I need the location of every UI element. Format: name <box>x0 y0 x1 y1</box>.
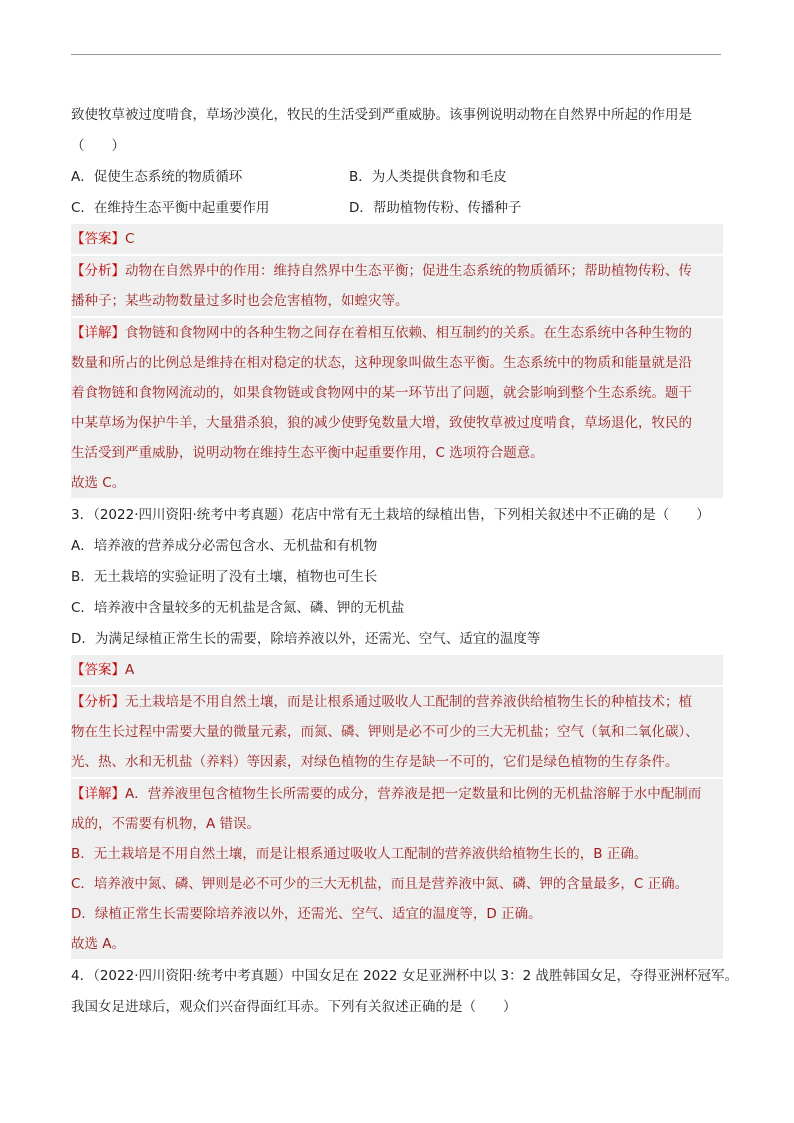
q2-analysis-line-1: 动物在自然界中的作用：维持自然界中生态平衡；促进生态系统的物质循环；帮助植物传粉、传 <box>125 263 692 279</box>
q2-answer-block <box>71 224 723 254</box>
q2-detail-block <box>71 318 723 498</box>
header-rule <box>71 54 721 55</box>
q2-analysis-block <box>71 256 723 316</box>
q2-option-b: B．为人类提供食物和毛皮 <box>349 169 507 185</box>
q3-detail-tag: 【详解】 <box>71 786 125 802</box>
q3-option-b: B．无土栽培的实验证明了没有土壤，植物也可生长 <box>71 569 378 585</box>
q2-answer-value: C <box>125 231 135 247</box>
question-4 <box>71 961 738 1023</box>
q2-detail-line-1: 食物链和食物网中的各种生物之间存在着相互依赖、相互制约的关系。在生态系统中各种生物的 <box>125 325 692 341</box>
q3-option-c: C．培养液中含量较多的无机盐是含氮、磷、钾的无机盐 <box>71 600 405 616</box>
q3-detail-line-5: D．绿植正常生长需要除培养液以外，还需光、空气、适宜的温度等，D 正确。 <box>71 906 542 922</box>
q2-options-row-1 <box>71 162 723 193</box>
q3-detail-block <box>71 779 723 959</box>
q2-detail-line-2: 数量和所占的比例总是维持在相对稳定的状态，这种现象叫做生态平衡。生态系统中的物质和能量就是沿 <box>71 355 692 371</box>
q2-analysis-tag: 【分析】 <box>71 263 125 279</box>
q3-option-a: A．培养液的营养成分必需包含水、无机盐和有机物 <box>71 538 378 554</box>
q2-stem-line-2: （ ） <box>71 138 125 154</box>
q2-detail-line-4: 中某草场为保护牛羊，大量猎杀狼，狼的减少使野兔数量大增，致使牧草被过度啃食，草场退化，牧民的 <box>71 415 692 431</box>
q3-analysis-block <box>71 687 723 777</box>
q3-analysis-tag: 【分析】 <box>71 694 125 710</box>
q2-option-c: C．在维持生态平衡中起重要作用 <box>71 200 270 216</box>
q2-stem-line-1: 致使牧草被过度啃食，草场沙漠化，牧民的生活受到严重威胁。该事例说明动物在自然界中所起的作用是 <box>71 107 692 123</box>
q2-options-row-2 <box>71 193 723 224</box>
q4-stem-line-1: 4．（2022·四川资阳·统考中考真题）中国女足在 2022 女足亚洲杯中以 3：2 战胜韩国女足，夺得亚洲杯冠军。 <box>71 968 738 984</box>
q3-analysis-line-2: 物在生长过程中需要大量的微量元素，而氮、磷、钾则是必不可少的三大无机盐；空气（氧和二氧化碳）、 <box>71 724 699 740</box>
q3-option-d: D．为满足绿植正常生长的需要，除培养液以外，还需光、空气、适宜的温度等 <box>71 631 541 647</box>
question-3 <box>71 500 723 959</box>
q3-analysis-line-1: 无土栽培是不用自然土壤，而是让根系通过吸收人工配制的营养液供给植物生长的种植技术；植 <box>125 694 692 710</box>
q2-analysis-line-2: 播种子；某些动物数量过多时也会危害植物，如蝗灾等。 <box>71 293 409 309</box>
q2-detail-line-5: 生活受到严重威胁，说明动物在维持生态平衡中起重要作用，C 选项符合题意。 <box>71 445 544 461</box>
q3-detail-line-3: B．无土栽培是不用自然土壤，而是让根系通过吸收人工配制的营养液供给植物生长的，B 正确。 <box>71 846 648 862</box>
q2-answer-tag: 【答案】 <box>71 231 125 247</box>
q2-option-a: A．促使生态系统的物质循环 <box>71 169 243 185</box>
q2-detail-line-3: 着食物链和食物网流动的，如果食物链或食物网中的某一环节出了问题，就会影响到整个生态系统。题干 <box>71 385 692 401</box>
q3-answer-value: A <box>125 662 135 678</box>
q3-analysis-line-3: 光、热、水和无机盐（养料）等因素，对绿色植物的生存是缺一不可的，它们是绿色植物的生存条件。 <box>71 754 679 770</box>
q3-answer-tag: 【答案】 <box>71 662 125 678</box>
q2-conclusion: 故选 C。 <box>71 475 126 491</box>
q2-detail-tag: 【详解】 <box>71 325 125 341</box>
q3-answer-block <box>71 655 723 685</box>
q3-conclusion: 故选 A。 <box>71 936 126 952</box>
document-page <box>71 100 738 1023</box>
q3-detail-line-2: 成的，不需要有机物，A 错误。 <box>71 816 261 832</box>
q4-stem-line-2: 我国女足进球后，观众们兴奋得面红耳赤。下列有关叙述正确的是（ ） <box>71 999 517 1015</box>
q3-detail-line-4: C．培养液中氮、磷、钾则是必不可少的三大无机盐，而且是营养液中氮、磷、钾的含量最多，C 正确。 <box>71 876 689 892</box>
question-2 <box>71 100 723 498</box>
q3-detail-line-1: A．营养液里包含植物生长所需要的成分，营养液是把一定数量和比例的无机盐溶解于水中配制而 <box>125 786 702 802</box>
q2-option-d: D．帮助植物传粉、传播种子 <box>349 200 522 216</box>
q3-stem: 3．（2022·四川资阳·统考中考真题）花店中常有无土栽培的绿植出售，下列相关叙述中不正确的是（ ） <box>71 507 710 523</box>
